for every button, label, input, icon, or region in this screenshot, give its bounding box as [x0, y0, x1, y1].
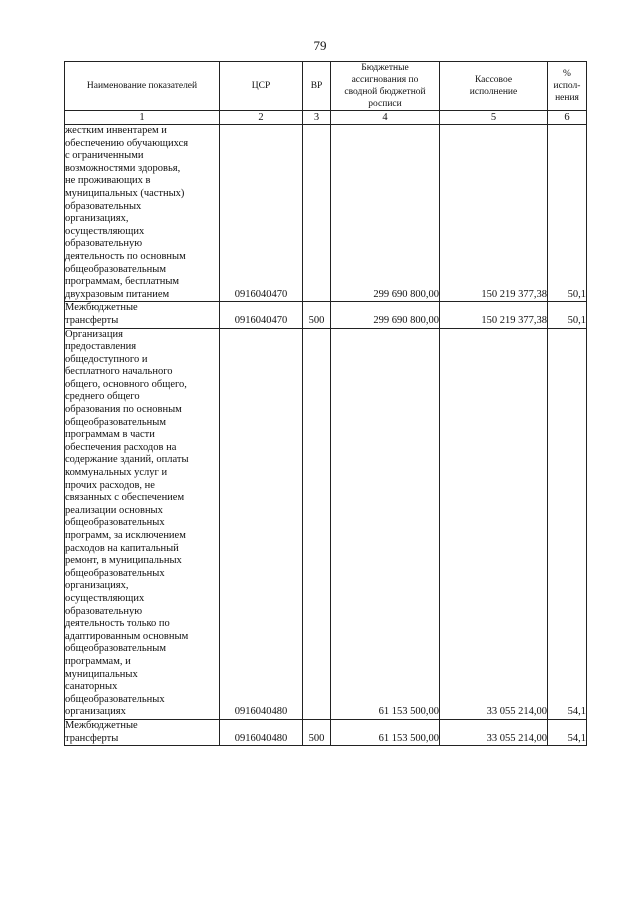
header-alloc-line: ассигнования по: [351, 75, 419, 85]
indicator-name-line: образовательную: [65, 605, 143, 617]
vr-code: 500: [303, 302, 331, 328]
indicator-name-line: с ограниченными: [65, 150, 144, 162]
indicator-name-line: деятельность по основным: [65, 250, 186, 262]
indicator-name-line: общеобразовательных: [65, 517, 165, 529]
cash-execution: 33 055 214,00: [440, 719, 548, 745]
indicator-name-line: не проживающих в: [65, 175, 151, 187]
csr-code: 0916040480: [220, 328, 303, 719]
column-number: 3: [303, 111, 331, 125]
csr-code: 0916040480: [220, 719, 303, 745]
indicator-name-line: реализации основных: [65, 504, 163, 516]
budget-allocation: 61 153 500,00: [331, 328, 440, 719]
indicator-name-line: возможностями здоровья,: [65, 162, 181, 174]
indicator-name-line: осуществляющих: [65, 592, 145, 604]
header-alloc-line: росписи: [368, 99, 402, 109]
table-row: [65, 125, 587, 302]
indicator-name-line: санаторных: [65, 681, 118, 693]
indicator-name-line: жестким инвентарем и: [65, 125, 167, 136]
indicator-name-line: организациях,: [65, 580, 129, 592]
column-number-row: [65, 111, 587, 125]
execution-percent: 50,1: [548, 302, 587, 328]
csr-code: 0916040470: [220, 125, 303, 302]
indicator-name-line: ремонт, в муниципальных: [65, 555, 182, 567]
indicator-name-line: адаптированным основным: [65, 630, 189, 642]
table-body: [65, 125, 587, 746]
header-exec-line: исполнение: [469, 87, 518, 97]
indicator-name-line: общеобразовательных: [65, 567, 165, 579]
indicator-name-line: общеобразовательным: [65, 263, 166, 275]
indicator-name-line: двухразовым питанием: [65, 288, 170, 300]
vr-code: [303, 328, 331, 719]
indicator-name-line: обеспечению обучающихся: [65, 137, 189, 149]
header-row: [65, 62, 587, 111]
column-number: 1: [65, 111, 220, 125]
indicator-name-line: деятельность только по: [65, 618, 170, 630]
indicator-name-line: бесплатного начального: [65, 366, 173, 378]
table-row: [65, 719, 587, 745]
indicator-name-line: общеобразовательных: [65, 693, 165, 705]
header-name: Наименование показателей: [65, 62, 220, 111]
header-pct-line: нения: [555, 93, 579, 103]
budget-allocation: 299 690 800,00: [331, 302, 440, 328]
indicator-name: [65, 328, 220, 719]
header-pct-line: %: [563, 69, 571, 79]
indicator-name-line: общеобразовательным: [65, 643, 166, 655]
indicator-name-line: образовательных: [65, 200, 142, 212]
indicator-name-line: общего, основного общего,: [65, 378, 187, 390]
vr-code: [303, 125, 331, 302]
indicator-name-line: организациях,: [65, 213, 129, 225]
cash-execution: 33 055 214,00: [440, 328, 548, 719]
indicator-name: [65, 302, 220, 328]
indicator-name: [65, 125, 220, 302]
column-number: 5: [440, 111, 548, 125]
header-exec: [440, 62, 548, 111]
indicator-name-line: муниципальных (частных): [65, 187, 185, 199]
page-number: 79: [313, 38, 327, 53]
indicator-name-line: Межбюджетные: [65, 719, 138, 731]
execution-percent: 54,1: [548, 328, 587, 719]
header-alloc-line: сводной бюджетной: [344, 87, 426, 97]
indicator-name-line: Организация: [65, 328, 123, 340]
indicator-name-line: связанных с обеспечением: [65, 492, 185, 504]
indicator-name-line: образовательную: [65, 238, 143, 250]
header-pct: [548, 62, 587, 111]
indicator-name-line: общеобразовательным: [65, 416, 166, 428]
column-number: 6: [548, 111, 587, 125]
header-alloc: [331, 62, 440, 111]
header-exec-line: Кассовое: [474, 75, 513, 85]
execution-percent: 54,1: [548, 719, 587, 745]
indicator-name-line: программам, и: [65, 655, 131, 667]
indicator-name-line: муниципальных: [65, 668, 138, 680]
header-pct-line: испол-: [553, 81, 581, 91]
budget-execution-table: [64, 61, 587, 746]
vr-code: 500: [303, 719, 331, 745]
indicator-name-line: содержание зданий, оплаты: [65, 454, 189, 466]
column-number: 4: [331, 111, 440, 125]
indicator-name-line: трансферты: [65, 732, 119, 744]
indicator-name-line: обеспечения расходов на: [65, 441, 177, 453]
budget-allocation: 61 153 500,00: [331, 719, 440, 745]
indicator-name-line: прочих расходов, не: [65, 479, 155, 491]
indicator-name-line: программам, бесплатным: [65, 276, 180, 288]
header-csr: ЦСР: [220, 62, 303, 111]
indicator-name-line: программ, за исключением: [65, 530, 186, 541]
budget-allocation: 299 690 800,00: [331, 125, 440, 302]
header-alloc-line: Бюджетные: [361, 63, 409, 73]
cash-execution: 150 219 377,38: [440, 125, 548, 302]
csr-code: 0916040470: [220, 302, 303, 328]
indicator-name: [65, 719, 220, 745]
indicator-name-line: Межбюджетные: [65, 302, 138, 314]
indicator-name-line: трансферты: [65, 314, 119, 326]
indicator-name-line: общедоступного и: [65, 353, 148, 365]
indicator-name-line: коммунальных услуг и: [65, 467, 168, 479]
indicator-name-line: организациях: [65, 706, 126, 718]
execution-percent: 50,1: [548, 125, 587, 302]
indicator-name-line: осуществляющих: [65, 225, 145, 237]
table-row: [65, 328, 587, 719]
table-row: [65, 302, 587, 328]
column-number: 2: [220, 111, 303, 125]
indicator-name-line: расходов на капитальный: [65, 542, 179, 554]
indicator-name-line: программам в части: [65, 429, 155, 441]
indicator-name-line: образования по основным: [65, 404, 182, 416]
cash-execution: 150 219 377,38: [440, 302, 548, 328]
header-vr: ВР: [303, 62, 331, 111]
indicator-name-line: предоставления: [65, 341, 137, 353]
indicator-name-line: среднего общего: [65, 391, 140, 403]
